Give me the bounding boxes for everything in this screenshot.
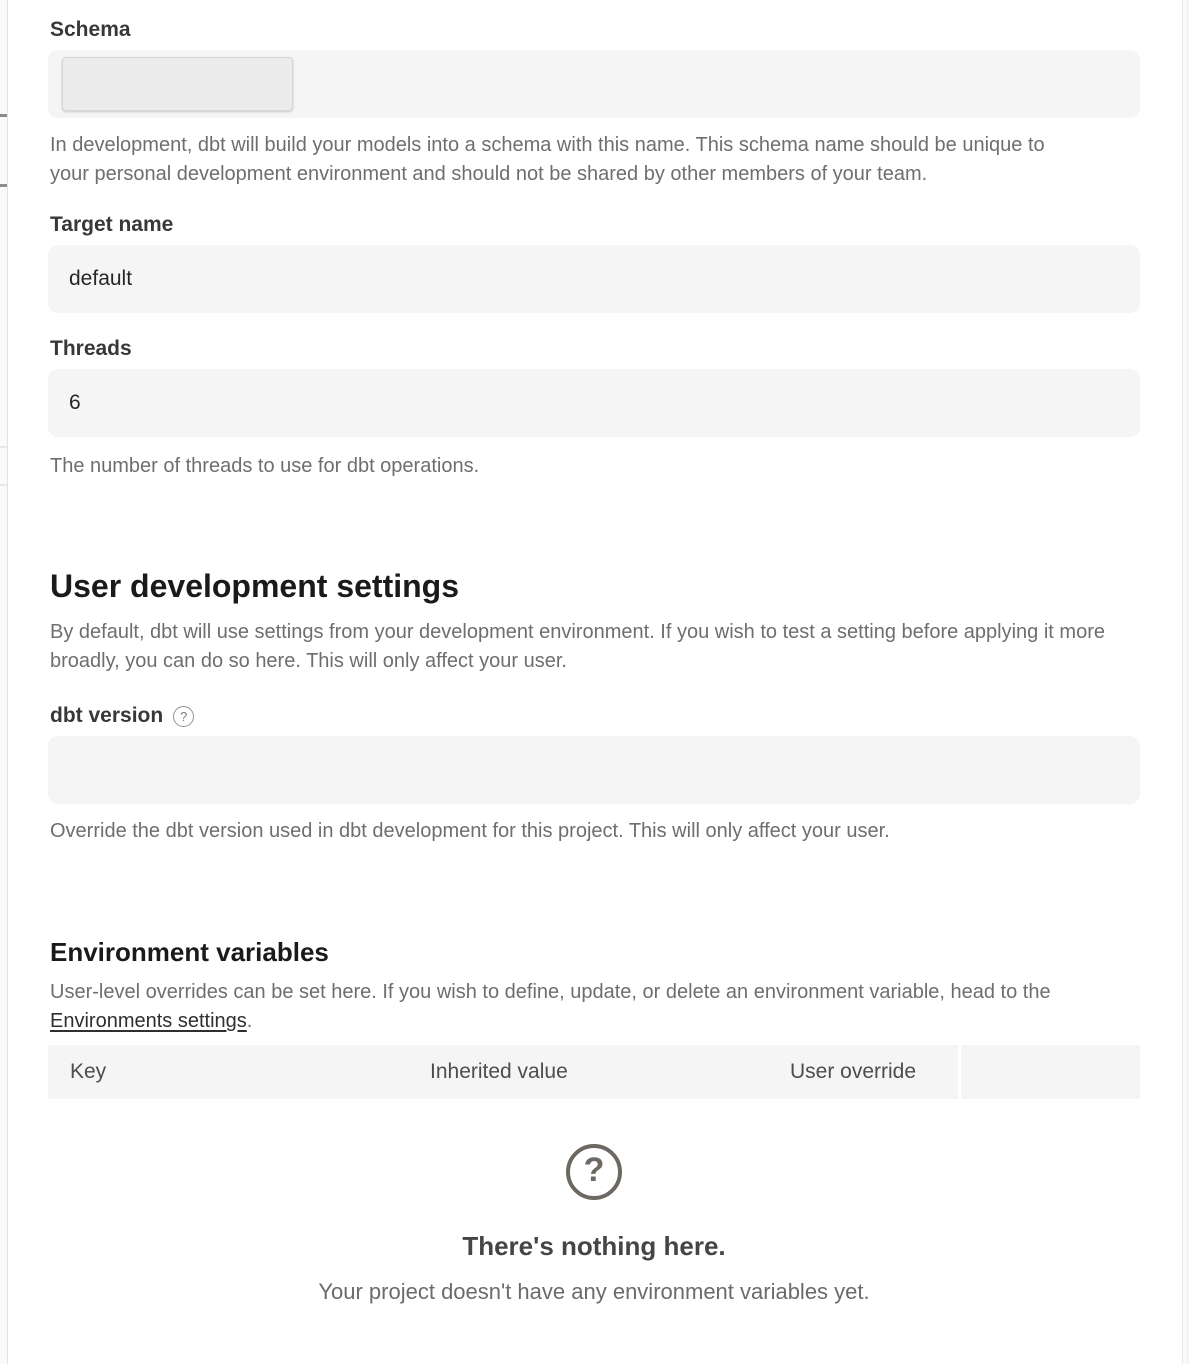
env-description-text: User-level overrides can be set here. If you wish to define, update, or delete an environment variable, head to the (50, 981, 1051, 1003)
left-rail-tick (0, 484, 7, 486)
left-rail-tick (0, 184, 7, 187)
threads-label: Threads (50, 337, 132, 360)
user-development-settings-title: User development settings (50, 568, 459, 604)
env-description-period: . (246, 1010, 253, 1032)
schema-label: Schema (50, 18, 131, 41)
question-circle-icon: ? (566, 1144, 622, 1200)
target-name-label: Target name (50, 213, 174, 236)
empty-state-subtitle: Your project doesn't have any environment variables yet. (318, 1279, 870, 1304)
settings-content (48, 0, 1140, 1306)
question-circle-icon[interactable]: ? (173, 706, 194, 727)
dbt-version-label-row (50, 704, 1140, 728)
left-rail-tick (0, 114, 7, 117)
column-divider (958, 1045, 961, 1099)
dbt-version-help-text: Override the dbt version used in dbt development for this project. This will only affect your user. (50, 820, 890, 842)
column-header-user-override: User override (790, 1060, 917, 1083)
scrollbar-track-line (1187, 0, 1188, 1364)
env-vars-empty-state (48, 1144, 1140, 1306)
left-rail-tick (0, 446, 7, 448)
environments-settings-link[interactable]: Environments settings (50, 1010, 247, 1032)
dbt-version-input[interactable] (48, 736, 1140, 804)
environment-variables-title: Environment variables (50, 937, 329, 967)
target-name-input[interactable] (48, 245, 1140, 313)
left-panel-edge (0, 0, 8, 1364)
environment-variables-description (50, 978, 1140, 1036)
env-vars-table-header (48, 1045, 1140, 1099)
column-header-key: Key (70, 1060, 107, 1083)
schema-value-chip (62, 57, 293, 111)
threads-input[interactable] (48, 369, 1140, 437)
threads-help-text: The number of threads to use for dbt operations. (50, 455, 480, 477)
schema-input[interactable] (48, 50, 1140, 118)
schema-help-text: In development, dbt will build your models into a schema with this name. This schema name should be unique to your personal development environment and should not be shared by other members of your team. (50, 134, 1045, 185)
vertical-scrollbar[interactable] (1182, 0, 1190, 1364)
user-development-settings-description: By default, dbt will use settings from your development environment. If you wish to test a setting before applying it more broadly, you can do so here. This will only affect your user. (50, 621, 1105, 672)
empty-state-title: There's nothing here. (462, 1231, 726, 1261)
column-header-inherited-value: Inherited value (430, 1060, 568, 1083)
dbt-version-label: dbt version (50, 704, 164, 727)
